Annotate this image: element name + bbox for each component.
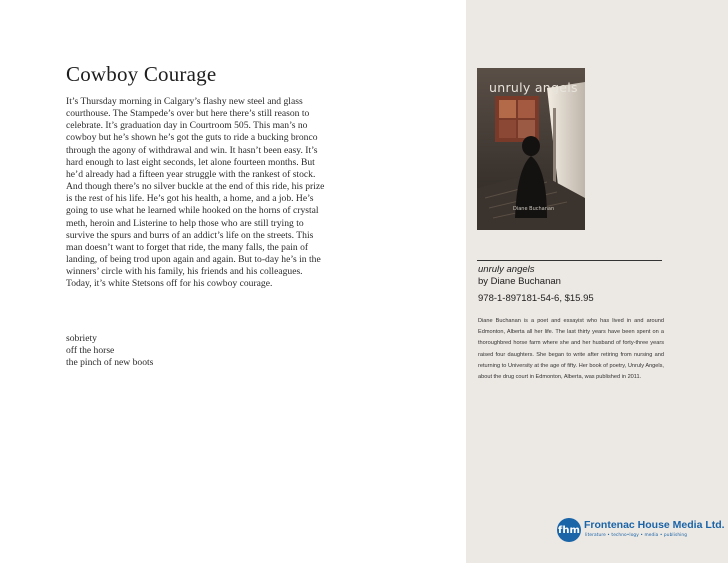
book-author: by Diane Buchanan — [478, 276, 561, 287]
haiku-line: sobriety — [66, 333, 97, 344]
cover-title: unruly angels — [489, 80, 578, 95]
author-bio: Diane Buchanan is a poet and essayist who has lived in and around Edmonton, Alberta all her life. The last thirty years have been spent on a thoroughbred horse farm where she and her husband of forty-three years raised four daughters. She began to write after retiring from nursing and returning to University at the age of fifty. Her book of poetry, Unruly Angels, about the drug court in Edmonton, Alberta, was published in 2011. — [478, 318, 664, 381]
publisher-tagline: literature • techno•logy • media • publishing — [585, 533, 688, 538]
haiku — [66, 333, 153, 369]
book-title: unruly angels — [478, 264, 535, 275]
story-title: Cowboy Courage — [66, 62, 217, 86]
publisher-logo — [557, 518, 725, 544]
cover-author: Diane Buchanan — [513, 206, 555, 212]
book-isbn-price: 978-1-897181-54-6, $15.95 — [478, 293, 594, 304]
haiku-line: the pinch of new boots — [66, 357, 154, 369]
book-cover-image — [477, 68, 585, 230]
publisher-logo-icon: fhm — [557, 518, 581, 542]
haiku-line: off the horse — [66, 345, 115, 357]
story-body: It’s Thursday morning in Calgary’s flashy new steel and glass courthouse. The Stampede’s over but here there’s still reason to celebrate. It’s graduation day in Courtroom 505. This man’s no cowboy but he’s shown he’s got the guts to ride a bucking bronco through the agony of withdrawal and win. It hasn’t been easy. It’s hard enough to last eight seconds, let alone fourteen months. But he’d already had a fifteen year struggle with the rankest of stock. And though there’s no silver buckle at the end of this ride, his prize is the rest of his life. He’s got his health, a home, and a job. He’s going to use what he learned while hooked on the horns of crystal meth, heroin and Listerine to help those who are still trying to survive the spurs and burrs of an addict’s life on the streets. This man doesn’t want to forget that ride, the many falls, the pain of landing, of being trod upon again and again. But to-day he’s in the winners’ circle with his family, his friends and his colleagues. Today, it’s white Stetsons off for his cowboy courage. — [66, 96, 325, 290]
divider — [477, 260, 662, 261]
publisher-name: Frontenac House Media Ltd. — [584, 519, 725, 531]
